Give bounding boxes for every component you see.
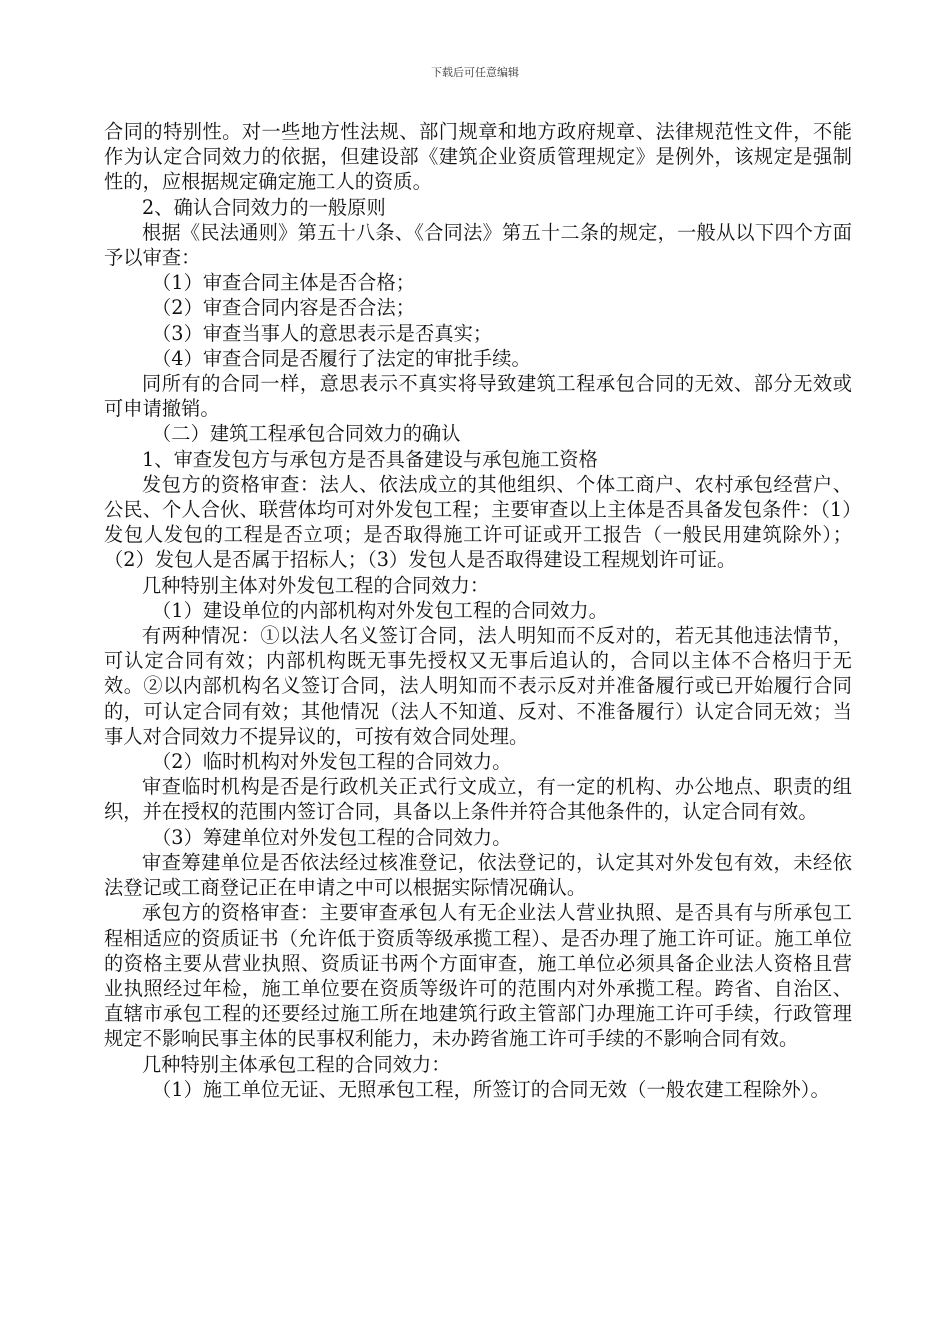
list-item: （2）临时机构对外发包工程的合同效力。 bbox=[152, 750, 512, 774]
paragraph: 审查筹建单位是否依法经过核准登记，依法登记的，认定其对外发包有效，未经依法登记或工商登记正在申请之中可以根据实际情况确认。 bbox=[104, 850, 852, 900]
paragraph: 根据《民法通则》第五十八条、《合同法》第五十二条的规定，一般从以下四个方面予以审查： bbox=[104, 220, 852, 270]
list-item: （1）施工单位无证、无照承包工程，所签订的合同无效（一般农建工程除外）。 bbox=[152, 1077, 830, 1101]
paragraph: 有两种情况：①以法人名义签订合同，法人明知而不反对的，若无其他违法情节，可认定合同有效；内部机构既无事先授权又无事后追认的，合同以主体不合格归于无效。②以内部机构名义签订合同，法人明知而不表示反对并准备履行或已开始履行合同的，可认定合同有效；其他情况（法人不知道、反对、不准备履行）认定合同无效；当事人对合同效力不提异议的，可按有效合同处理。 bbox=[104, 624, 852, 748]
paragraph: 合同的特别性。对一些地方性法规、部门规章和地方政府规章、法律规范性文件，不能作为认定合同效力的依据，但建设部《建筑企业资质管理规定》是例外，该规定是强制性的，应根据规定确定施工人的资质。 bbox=[104, 120, 852, 194]
section-heading: 2、确认合同效力的一般原则 bbox=[142, 195, 386, 219]
document-body bbox=[104, 119, 852, 1102]
list-item: （3）审查当事人的意思表示是否真实； bbox=[152, 321, 493, 345]
paragraph: 发包方的资格审查：法人、依法成立的其他组织、个体工商户、农村承包经营户、公民、个人合伙、联营体均可对外发包工程；主要审查以上主体是否具备发包条件：（1）发包人发包的工程是否立项；是否取得施工许可证或开工报告（一般民用建筑除外）；（2）发包人是否属于招标人；（3）发包人是否取得建设工程规划许可证。 bbox=[104, 472, 852, 572]
paragraph: 同所有的合同一样，意思表示不真实将导致建筑工程承包合同的无效、部分无效或可申请撤销。 bbox=[104, 372, 852, 421]
paragraph: 审查临时机构是否是行政机关正式行文成立，有一定的机构、办公地点、职责的组织，并在授权的范围内签订合同，具备以上条件并符合其他条件的，认定合同有效。 bbox=[104, 775, 852, 824]
section-heading: （二）建筑工程承包合同效力的确认 bbox=[152, 422, 461, 446]
list-item: （4）审查合同是否履行了法定的审批手续。 bbox=[152, 346, 531, 370]
list-item: （2）审查合同内容是否合法； bbox=[152, 296, 416, 320]
list-item: （3）筹建单位对外发包工程的合同效力。 bbox=[152, 825, 512, 849]
page-header: 下载后可任意编辑 bbox=[431, 66, 519, 79]
paragraph: 承包方的资格审查：主要审查承包人有无企业法人营业执照、是否具有与所承包工程相适应的资质证书（允许低于资质等级承揽工程）、是否办理了施工许可证。施工单位的资格主要从营业执照、资质证书两个方面审查，施工单位必须具备企业法人资格且营业执照经过年检，施工单位要在资质等级许可的范围内对外承揽工程。跨省、自治区、直辖市承包工程的还要经过施工所在地建筑行政主管部门办理施工许可手续，行政管理规定不影响民事主体的民事权利能力，未办跨省施工许可手续的不影响合同有效。 bbox=[104, 901, 852, 1051]
list-item: （1）建设单位的内部机构对外发包工程的合同效力。 bbox=[152, 598, 608, 622]
list-item: （1）审查合同主体是否合格； bbox=[152, 271, 416, 295]
paragraph: 几种特别主体对外发包工程的合同效力： bbox=[142, 573, 490, 597]
paragraph: 几种特别主体承包工程的合同效力： bbox=[142, 1052, 451, 1076]
section-heading: 1、审查发包方与承包方是否具备建设与承包施工资格 bbox=[142, 447, 598, 471]
